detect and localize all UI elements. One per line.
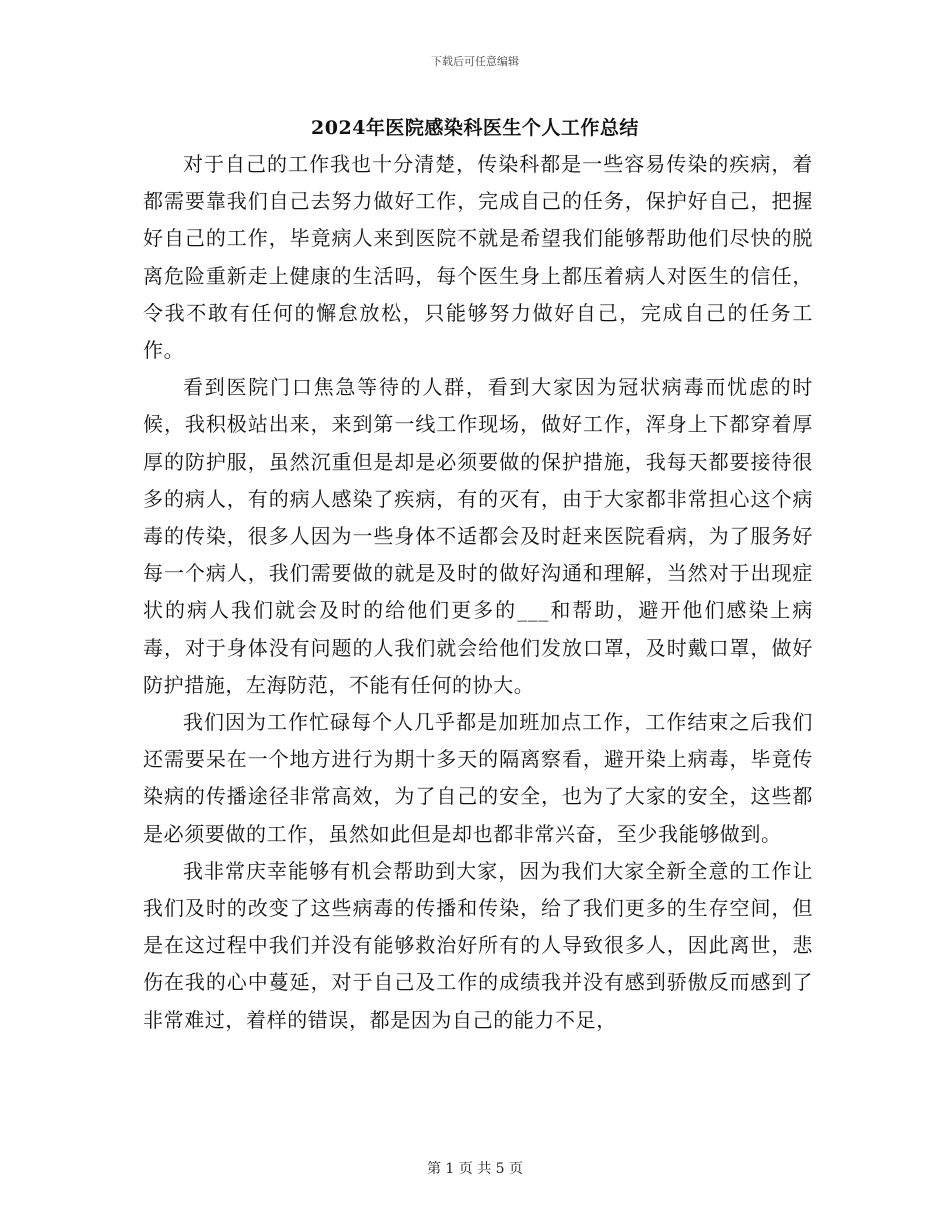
document-title: 2024年医院感染科医生个人工作总结 <box>311 117 639 139</box>
paragraph-2: 看到医院门口焦急等待的人群，看到大家因为冠状病毒而忧虑的时候，我积极站出来，来到第一线工作现场，做好工作，浑身上下都穿着厚厚的防护服，虽然沉重但是却是必须要做的保护措施，我每天都要接待很多的病人，有的病人感染了疾病，有的灭有，由于大家都非常担心这个病毒的传染，很多人因为一些身体不适都会及时赶来医院看病，为了服务好每一个病人，我们需要做的就是及时的做好沟通和理解，当然对于出现症状的病人我们就会及时的给他们更多的___和帮助，避开他们感染上病毒，对于身体没有问题的人我们就会给他们发放口罩，及时戴口罩，做好防护措施，左海防范，不能有任何的协大。 <box>143 375 813 697</box>
document-body <box>143 146 813 1039</box>
header-note: 下载后可任意编辑 <box>431 55 519 68</box>
paragraph-1: 对于自己的工作我也十分清楚，传染科都是一些容易传染的疾病，着都需要靠我们自己去努力做好工作，完成自己的任务，保护好自己，把握好自己的工作，毕竟病人来到医院不就是希望我们能够帮助他们尽快的脱离危险重新走上健康的生活吗，每个医生身上都压着病人对医生的信任，令我不敢有任何的懈怠放松，只能够努力做好自己，完成自己的任务工作。 <box>143 152 813 363</box>
paragraph-3: 我们因为工作忙碌每个人几乎都是加班加点工作，工作结束之后我们还需要呆在一个地方进行为期十多天的隔离察看，避开染上病毒，毕竟传染病的传播途径非常高效，为了自己的安全，也为了大家的安全，这些都是必须要做的工作，虽然如此但是却也都非常兴奋，至少我能够做到。 <box>143 710 813 846</box>
paragraph-4: 我非常庆幸能够有机会帮助到大家，因为我们大家全新全意的工作让我们及时的改变了这些病毒的传播和传染，给了我们更多的生存空间，但是在这过程中我们并没有能够救治好所有的人导致很多人，因此离世，悲伤在我的心中蔓延，对于自己及工作的成绩我并没有感到骄傲反而感到了非常难过，着样的错误，都是因为自己的能力不足， <box>143 858 813 1032</box>
page-number-footer: 第 1 页 共 5 页 <box>426 1161 524 1177</box>
